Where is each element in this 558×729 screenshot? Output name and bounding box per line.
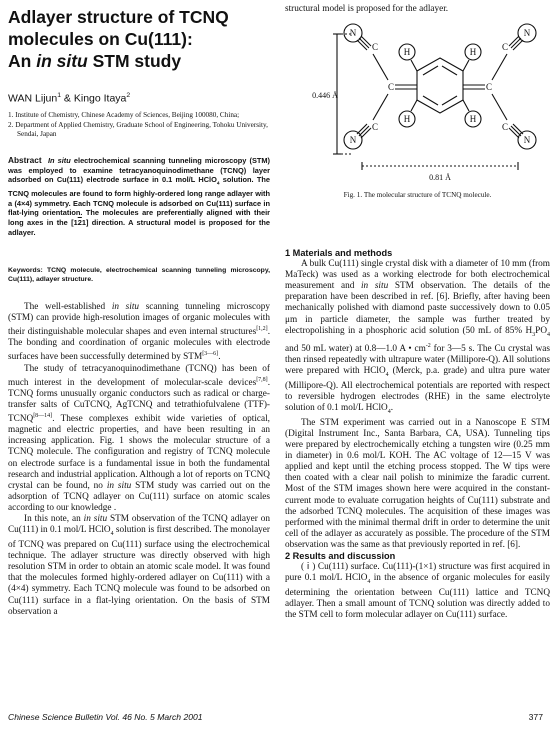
title-line-2: molecules on Cu(111):: [8, 29, 193, 49]
paragraph: A bulk Cu(111) single crystal disk with a diameter of 10 mm (from MaTeck) was used as a working electrode for both electrochemical measurement and in situ STM observation. The details of the preparation have been described in ref. [6]. Briefly, after having been mechanically polished with diamond paste successively down to 0.05 μm in particle diameter, the sample was further treated by electropolishing in a phosphoric acid solution (50 mL of 85% $H_3PO_4$ and 50 mL water) at 0.8—1.0 A • $cm^{-2}$ for 3—5 s. The Cu crystal was then rinsed repeatedly with ultrapure water (Millipore-Q). All solutions were prepared with HClO$_4$ (Merck, p.a. grade) and ultra pure water (Millipore-Q). All electrochemical potentials are reported with respect to reversible hydrogen electrodes (RHE) in the same electrolyte solution of 0.1 mol/L HClO$_4$.: [285, 259, 551, 415]
affiliation-2: 2. Department of Applied Chemistry, Graduate School of Engineering, Tohoku University, Sendai, Japan: [8, 121, 268, 139]
section-heading: 2 Results and discussion: [285, 551, 396, 562]
page-footer: [8, 712, 553, 722]
affiliations: [8, 111, 270, 141]
keywords: Keywords: TCNQ molecule, electrochemical scanning tunneling microscopy, Cu(111), adlayer structure.: [8, 267, 270, 283]
section-heading: 1 Materials and methods: [285, 248, 393, 258]
carbon-atom-label: C: [501, 122, 509, 132]
paragraph: ( ⅰ ) Cu(111) surface. Cu(111)-(1×1) structure was first acquired in pure 0.1 mol/L HClO$_4$ in the absence of organic molecules for easily determining the orientation between Cu(111) lattice and TCNQ adlayer. Then a small amount of TCNQ solution was directly added to the STM cell to form molecular adlayer on Cu(111) surface.: [285, 562, 551, 621]
abstract-label: Abstract: [8, 155, 42, 165]
carbon-atom-label: C: [387, 82, 395, 92]
hydrogen-atom-label: H: [403, 47, 411, 57]
paragraph: The study of tetracyanoquinodimethane (TCNQ) has been of much interest in the development of molecular-scale devices[7,8]. TCNQ forms unusually organic conductors such as radical or charge-transfer salts of CuTCNQ, AgTCNQ and tetrathiofulvalene (TTF)-TCNQ[8—14]. These complexes exhibit wide varieties of optical, magnetic and electric properties, and have been resulting in an increasing application. Fig. 1 shows the molecular structure of a TCNQ molecule. The configuration and registry of TCNQ molecule on electrode surface is a fundamental issue in both the fundamental research and industrial application. Although a lot of reports on TCNQ crystal can be found, no in situ STM study was carried out on the adsorption of TCNQ adlayer on Cu(111) surface on atomic scales according to our knowledge .: [8, 363, 270, 513]
carbon-atom-label: C: [485, 82, 493, 92]
tcnq-molecule-figure: [285, 18, 550, 188]
author-list: WAN Lijun$^1$ & Kingo Itaya$^2$: [8, 92, 131, 105]
carbon-atom-label: C: [371, 122, 379, 132]
hydrogen-atom-label: H: [403, 114, 411, 124]
carbon-atom-label: C: [501, 42, 509, 52]
left-column-body: [8, 302, 270, 618]
nitrogen-atom-label: N: [523, 135, 531, 145]
vertical-dimension-label: 0.446 Å: [312, 91, 338, 100]
abstract: Abstract In situ electrochemical scanning tunneling microscopy (STM) was employed to examine tetracyanoquinodimethane (TCNQ) layer adsorbed on Cu(111) electrode surface in 0.1 mol/L HClO$_4$ solution. The TCNQ molecules are found to form highly-ordered long range adlayer with a (4×4) symmetry. Each TCNQ molecule is adsorbed on Cu(111) surface in flat-lying orientation. The molecules are preferentially aligned with their long axes in the [121] direction. A structural model is proposed for the adlayer.: [8, 155, 271, 237]
paper-title: [8, 6, 270, 72]
nitrogen-atom-label: N: [349, 135, 357, 145]
right-column-body: [285, 248, 550, 621]
title-line-3: An in situ STM study: [8, 51, 182, 71]
horizontal-dimension-label: 0.81 Å: [429, 173, 451, 182]
nitrogen-atom-label: N: [349, 28, 357, 38]
journal-citation: Chinese Science Bulletin Vol. 46 No. 5 March 2001: [8, 712, 203, 722]
hydrogen-atom-label: H: [469, 47, 477, 57]
figure-caption: Fig. 1. The molecular structure of TCNQ molecule.: [343, 191, 492, 199]
paragraph: The STM experiment was carried out in a Nanoscope E STM (Digital Instrument Inc., Santa Barbara, CA, USA). Tunneling tips were prepared by electrochemically etching a tungsten wire (0.25 mm in diameter) in 0.6 mol/L KOH. The AC voltage of 12—15 V was applied and kept until the etching process stopped. The W tips were then coated with a clear nail polish to minimize the faradic current. Most of the STM images shown here were acquired in the constant-current mode to evaluate corrugation heights of Cu(111) substrate and the adsorbed TCNQ molecules. The acquisition of these images was performed with the minimal thermal drift in order to determine the unit cell of the adlayer as accurately as possible. The procedure of the STM observation was the same as that previously reported in ref. [6].: [285, 417, 550, 550]
continued-text: structural model is proposed for the adlayer.: [285, 4, 449, 14]
title-line-1: Adlayer structure of TCNQ: [8, 7, 229, 27]
affiliation-1: 1. Institute of Chemistry, Chinese Academy of Sciences, Beijing 100080, China;: [8, 111, 240, 119]
molecule-diagram: [285, 18, 550, 188]
nitrogen-atom-label: N: [523, 28, 531, 38]
paragraph: The well-established in situ scanning tunneling microscopy (STM) can provide high-resolution images of organic molecules with their distinguishable molecular shapes and even internal structures[1,2]. The bonding and coordination of organic molecules with electrode surfaces have been successfully determined by STM[3—6].: [8, 302, 270, 363]
hydrogen-atom-label: H: [469, 114, 477, 124]
page-number: 377: [528, 712, 543, 722]
carbon-atom-label: C: [371, 42, 379, 52]
paragraph: In this note, an in situ STM observation of the TCNQ adlayer on Cu(111) in 0.1 mol/L HClO$_4$ solution is first described. The monolayer of TCNQ was prepared on Cu(111) surface using the electrochemical technique. The adlayer structure was directly observed with high resolution STM in order to obtain an atomic scale model. It was found that the molecules formed highly-ordered adlayer on Cu(111) with a (4×4) symmetry. Each TCNQ molecule was found to be adsorbed on Cu(111) surface in a flat-lying orientation. On the basis of STM observation a: [8, 514, 270, 617]
